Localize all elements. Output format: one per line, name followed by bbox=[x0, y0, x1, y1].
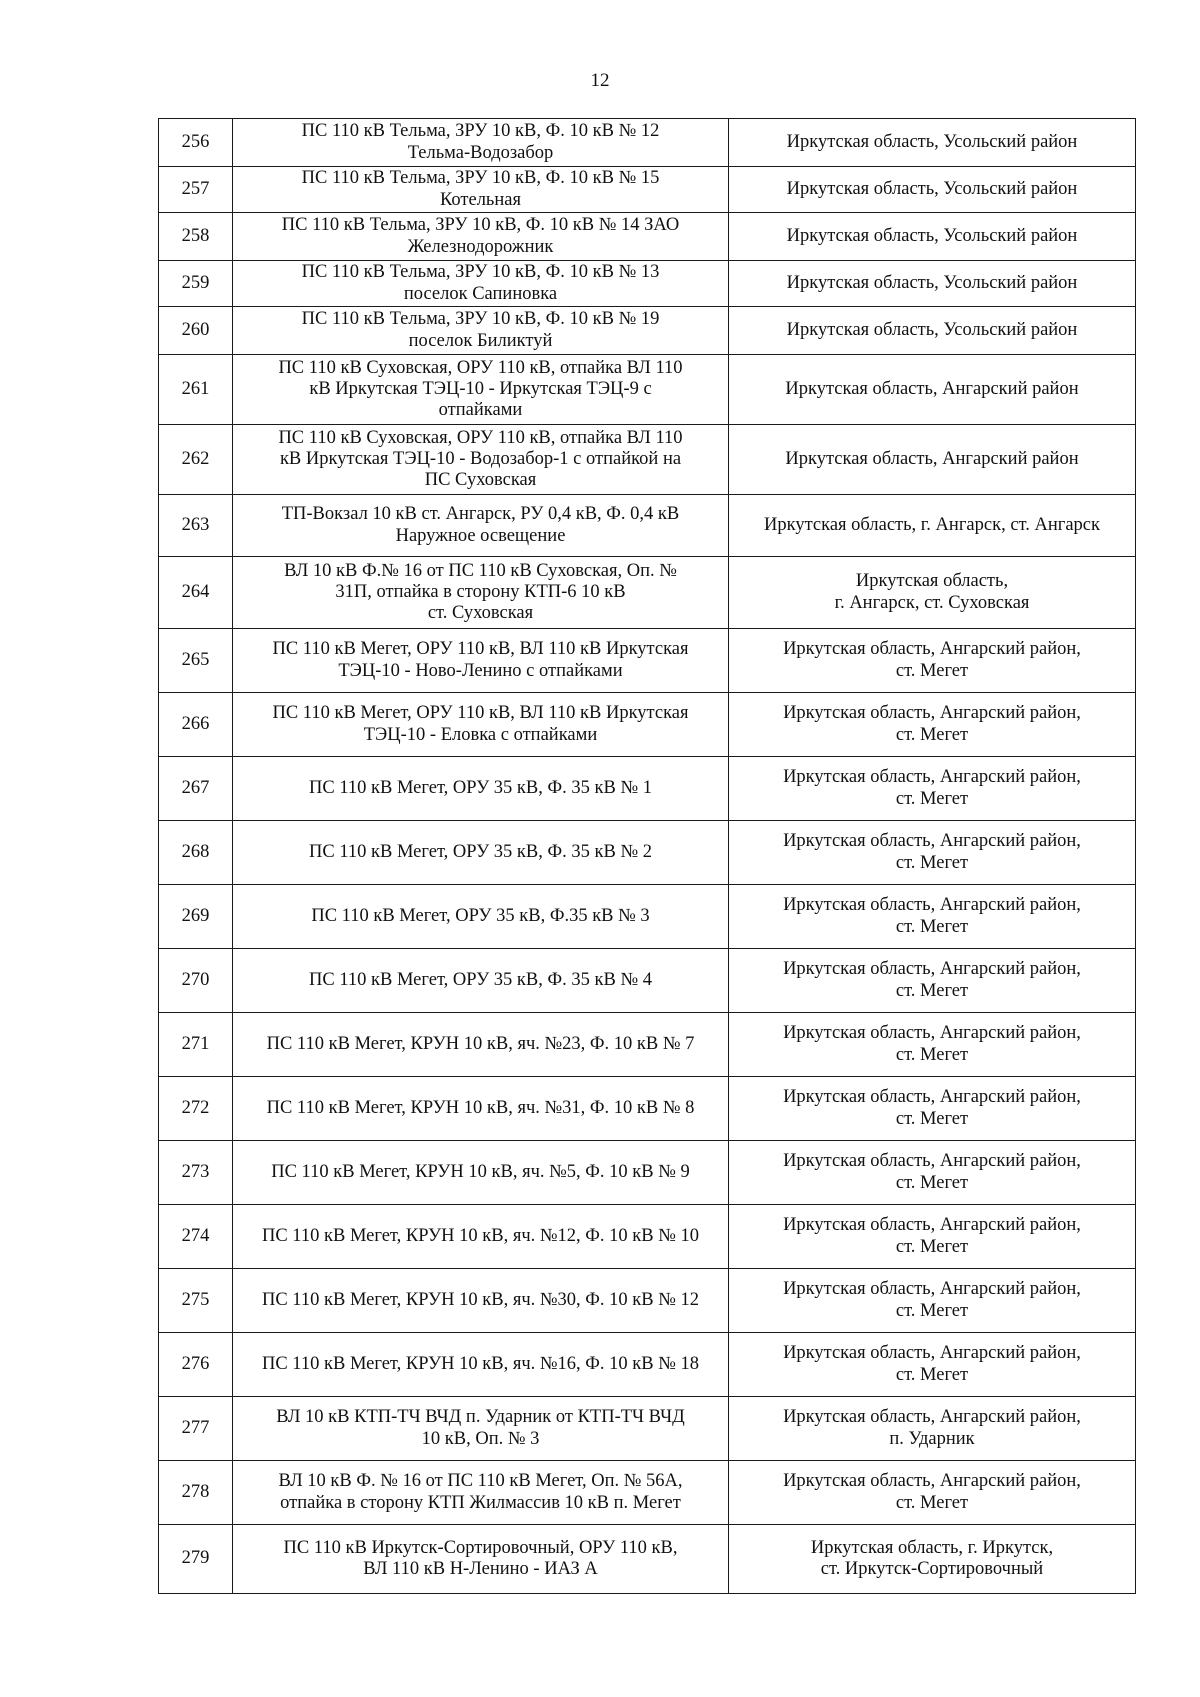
table-row bbox=[159, 1141, 1136, 1205]
object-name-cell bbox=[233, 355, 729, 425]
location-cell bbox=[729, 629, 1136, 693]
row-number-cell bbox=[159, 1269, 233, 1333]
object-name-cell-text: ПС 110 кВ Тельма, ЗРУ 10 кВ, Ф. 10 кВ № 14 ЗАО Железнодорожник bbox=[281, 215, 680, 257]
table-row bbox=[159, 1461, 1136, 1525]
row-number-cell bbox=[159, 821, 233, 885]
object-name-cell-text: ПС 110 кВ Мегет, КРУН 10 кВ, яч. №30, Ф. 10 кВ № 12 bbox=[261, 1289, 700, 1310]
row-number-cell-text: 271 bbox=[181, 1033, 210, 1054]
object-name-cell bbox=[233, 1525, 729, 1594]
location-cell bbox=[729, 693, 1136, 757]
table-row bbox=[159, 757, 1136, 821]
row-number-cell-text: 262 bbox=[181, 448, 210, 469]
location-cell-text: Иркутская область, Усольский район bbox=[786, 319, 1078, 340]
location-cell-text: Иркутская область, Ангарский район, ст. Мегет bbox=[783, 1279, 1081, 1321]
table-row bbox=[159, 213, 1136, 261]
row-number-cell-text: 272 bbox=[181, 1097, 210, 1118]
row-number-cell bbox=[159, 693, 233, 757]
table-body bbox=[159, 119, 1136, 1594]
table-row bbox=[159, 1205, 1136, 1269]
row-number-cell-text: 259 bbox=[181, 272, 210, 293]
object-name-cell-text: ПС 110 кВ Мегет, КРУН 10 кВ, яч. №16, Ф. 10 кВ № 18 bbox=[261, 1353, 700, 1374]
object-name-cell-text: ВЛ 10 кВ КТП-ТЧ ВЧД п. Ударник от КТП-ТЧ ВЧД 10 кВ, Оп. № 3 bbox=[276, 1407, 685, 1449]
row-number-cell-text: 261 bbox=[181, 378, 210, 399]
location-cell-text: Иркутская область, Ангарский район, п. Ударник bbox=[783, 1407, 1081, 1449]
table-row bbox=[159, 693, 1136, 757]
table-row bbox=[159, 1269, 1136, 1333]
table-row bbox=[159, 557, 1136, 629]
object-name-cell bbox=[233, 1461, 729, 1525]
row-number-cell-text: 264 bbox=[181, 581, 210, 602]
location-cell-text: Иркутская область, Ангарский район, ст. Мегет bbox=[783, 1471, 1081, 1513]
object-name-cell-text: ВЛ 10 кВ Ф.№ 16 от ПС 110 кВ Суховская, Оп. № 31П, отпайка в сторону КТП-6 10 кВ ст. Суховская bbox=[284, 560, 677, 624]
table-row bbox=[159, 821, 1136, 885]
location-cell bbox=[729, 495, 1136, 557]
row-number-cell-text: 260 bbox=[181, 319, 210, 340]
object-name-cell-text: ПС 110 кВ Мегет, ОРУ 35 кВ, Ф. 35 кВ № 1 bbox=[309, 777, 652, 798]
row-number-cell bbox=[159, 1205, 233, 1269]
location-cell-text: Иркутская область, Ангарский район, ст. Мегет bbox=[783, 959, 1081, 1001]
location-cell bbox=[729, 307, 1136, 355]
location-cell-text: Иркутская область, Усольский район bbox=[786, 272, 1078, 293]
row-number-cell bbox=[159, 167, 233, 213]
row-number-cell-text: 278 bbox=[181, 1481, 210, 1502]
location-cell bbox=[729, 1397, 1136, 1461]
object-name-cell-text: ПС 110 кВ Тельма, ЗРУ 10 кВ, Ф. 10 кВ № 13 поселок Сапиновка bbox=[301, 262, 660, 304]
location-cell-text: Иркутская область, Ангарский район, ст. Мегет bbox=[783, 1087, 1081, 1129]
location-cell-text: Иркутская область, г. Ангарск, ст. Суховская bbox=[834, 571, 1030, 613]
object-name-cell bbox=[233, 693, 729, 757]
object-name-cell-text: ПС 110 кВ Мегет, ОРУ 110 кВ, ВЛ 110 кВ Иркутская ТЭЦ-10 - Ново-Ленино с отпайками bbox=[272, 639, 689, 681]
object-name-cell bbox=[233, 1013, 729, 1077]
object-name-cell bbox=[233, 167, 729, 213]
row-number-cell-text: 258 bbox=[181, 225, 210, 246]
location-cell bbox=[729, 1141, 1136, 1205]
row-number-cell-text: 257 bbox=[181, 178, 210, 199]
location-cell bbox=[729, 167, 1136, 213]
object-name-cell-text: ПС 110 кВ Мегет, КРУН 10 кВ, яч. №31, Ф. 10 кВ № 8 bbox=[266, 1097, 695, 1118]
location-cell bbox=[729, 821, 1136, 885]
table-row bbox=[159, 355, 1136, 425]
row-number-cell-text: 275 bbox=[181, 1289, 210, 1310]
object-name-cell bbox=[233, 1205, 729, 1269]
location-cell bbox=[729, 119, 1136, 167]
object-name-cell bbox=[233, 885, 729, 949]
row-number-cell bbox=[159, 495, 233, 557]
location-cell bbox=[729, 757, 1136, 821]
table-row bbox=[159, 119, 1136, 167]
location-cell-text: Иркутская область, Ангарский район bbox=[785, 448, 1079, 469]
row-number-cell-text: 267 bbox=[181, 777, 210, 798]
table-row bbox=[159, 1333, 1136, 1397]
object-name-cell-text: ТП-Вокзал 10 кВ ст. Ангарск, РУ 0,4 кВ, Ф. 0,4 кВ Наружное освещение bbox=[281, 504, 680, 546]
row-number-cell bbox=[159, 1077, 233, 1141]
object-name-cell bbox=[233, 213, 729, 261]
location-cell bbox=[729, 261, 1136, 307]
location-cell-text: Иркутская область, Ангарский район, ст. Мегет bbox=[783, 1215, 1081, 1257]
location-cell-text: Иркутская область, Ангарский район, ст. Мегет bbox=[783, 1023, 1081, 1065]
row-number-cell bbox=[159, 213, 233, 261]
row-number-cell bbox=[159, 307, 233, 355]
location-cell-text: Иркутская область, Ангарский район, ст. Мегет bbox=[783, 703, 1081, 745]
table-row bbox=[159, 629, 1136, 693]
row-number-cell bbox=[159, 629, 233, 693]
location-cell bbox=[729, 949, 1136, 1013]
row-number-cell-text: 274 bbox=[181, 1225, 210, 1246]
table-row bbox=[159, 425, 1136, 495]
table-row bbox=[159, 307, 1136, 355]
table-row bbox=[159, 495, 1136, 557]
row-number-cell-text: 265 bbox=[181, 649, 210, 670]
object-name-cell bbox=[233, 629, 729, 693]
row-number-cell bbox=[159, 557, 233, 629]
row-number-cell bbox=[159, 1525, 233, 1594]
location-cell-text: Иркутская область, Усольский район bbox=[786, 178, 1078, 199]
object-name-cell-text: ПС 110 кВ Мегет, КРУН 10 кВ, яч. №23, Ф. 10 кВ № 7 bbox=[266, 1033, 695, 1054]
row-number-cell bbox=[159, 119, 233, 167]
table-row bbox=[159, 1525, 1136, 1594]
object-name-cell bbox=[233, 557, 729, 629]
object-name-cell-text: ПС 110 кВ Суховская, ОРУ 110 кВ, отпайка ВЛ 110 кВ Иркутская ТЭЦ-10 - Водозабор-1 с отпайкой на ПС Суховская bbox=[278, 427, 683, 491]
row-number-cell bbox=[159, 1333, 233, 1397]
row-number-cell bbox=[159, 1461, 233, 1525]
row-number-cell bbox=[159, 1013, 233, 1077]
row-number-cell bbox=[159, 425, 233, 495]
row-number-cell bbox=[159, 885, 233, 949]
object-name-cell bbox=[233, 119, 729, 167]
location-cell bbox=[729, 885, 1136, 949]
object-name-cell bbox=[233, 757, 729, 821]
location-cell-text: Иркутская область, Усольский район bbox=[786, 225, 1078, 246]
objects-table bbox=[158, 118, 1136, 1594]
location-cell bbox=[729, 1461, 1136, 1525]
location-cell-text: Иркутская область, Ангарский район, ст. Мегет bbox=[783, 895, 1081, 937]
location-cell-text: Иркутская область, Усольский район bbox=[786, 131, 1078, 152]
table-row bbox=[159, 949, 1136, 1013]
row-number-cell bbox=[159, 261, 233, 307]
table-row bbox=[159, 885, 1136, 949]
row-number-cell-text: 277 bbox=[181, 1417, 210, 1438]
row-number-cell bbox=[159, 1141, 233, 1205]
row-number-cell-text: 279 bbox=[181, 1548, 210, 1569]
object-name-cell-text: ВЛ 10 кВ Ф. № 16 от ПС 110 кВ Мегет, Оп. № 56А, отпайка в сторону КТП Жилмассив 10 кВ п. Мегет bbox=[278, 1471, 683, 1513]
table-row bbox=[159, 261, 1136, 307]
location-cell bbox=[729, 213, 1136, 261]
location-cell bbox=[729, 1205, 1136, 1269]
row-number-cell-text: 266 bbox=[181, 713, 210, 734]
row-number-cell-text: 273 bbox=[181, 1161, 210, 1182]
location-cell bbox=[729, 1077, 1136, 1141]
location-cell-text: Иркутская область, г. Иркутск, ст. Иркутск-Сортировочный bbox=[810, 1537, 1054, 1579]
location-cell bbox=[729, 1269, 1136, 1333]
table-row bbox=[159, 1013, 1136, 1077]
location-cell-text: Иркутская область, г. Ангарск, ст. Ангарск bbox=[764, 514, 1100, 535]
object-name-cell-text: ПС 110 кВ Иркутск-Сортировочный, ОРУ 110 кВ, ВЛ 110 кВ Н-Ленино - ИАЗ А bbox=[283, 1537, 678, 1579]
location-cell bbox=[729, 1013, 1136, 1077]
object-name-cell bbox=[233, 1333, 729, 1397]
row-number-cell-text: 256 bbox=[181, 131, 210, 152]
table-row bbox=[159, 1397, 1136, 1461]
object-name-cell-text: ПС 110 кВ Тельма, ЗРУ 10 кВ, Ф. 10 кВ № 15 Котельная bbox=[301, 168, 660, 210]
location-cell-text: Иркутская область, Ангарский район, ст. Мегет bbox=[783, 1151, 1081, 1193]
row-number-cell bbox=[159, 1397, 233, 1461]
object-name-cell bbox=[233, 821, 729, 885]
object-name-cell bbox=[233, 1269, 729, 1333]
location-cell-text: Иркутская область, Ангарский район, ст. Мегет bbox=[783, 831, 1081, 873]
page-number: 12 bbox=[590, 70, 610, 91]
location-cell-text: Иркутская область, Ангарский район, ст. Мегет bbox=[783, 639, 1081, 681]
row-number-cell-text: 268 bbox=[181, 841, 210, 862]
location-cell bbox=[729, 557, 1136, 629]
object-name-cell-text: ПС 110 кВ Мегет, ОРУ 35 кВ, Ф.35 кВ № 3 bbox=[311, 905, 650, 926]
object-name-cell-text: ПС 110 кВ Мегет, ОРУ 35 кВ, Ф. 35 кВ № 4 bbox=[309, 969, 652, 990]
object-name-cell bbox=[233, 261, 729, 307]
object-name-cell-text: ПС 110 кВ Тельма, ЗРУ 10 кВ, Ф. 10 кВ № 19 поселок Биликтуй bbox=[301, 309, 660, 351]
row-number-cell-text: 269 bbox=[181, 905, 210, 926]
row-number-cell bbox=[159, 757, 233, 821]
object-name-cell bbox=[233, 495, 729, 557]
table-row bbox=[159, 167, 1136, 213]
row-number-cell-text: 270 bbox=[181, 969, 210, 990]
object-name-cell-text: ПС 110 кВ Мегет, ОРУ 35 кВ, Ф. 35 кВ № 2 bbox=[309, 841, 652, 862]
location-cell-text: Иркутская область, Ангарский район, ст. Мегет bbox=[783, 767, 1081, 809]
table-row bbox=[159, 1077, 1136, 1141]
location-cell-text: Иркутская область, Ангарский район bbox=[785, 378, 1079, 399]
object-name-cell-text: ПС 110 кВ Мегет, КРУН 10 кВ, яч. №12, Ф. 10 кВ № 10 bbox=[261, 1225, 700, 1246]
object-name-cell-text: ПС 110 кВ Мегет, КРУН 10 кВ, яч. №5, Ф. 10 кВ № 9 bbox=[271, 1161, 690, 1182]
location-cell bbox=[729, 355, 1136, 425]
object-name-cell bbox=[233, 1077, 729, 1141]
object-name-cell bbox=[233, 949, 729, 1013]
object-name-cell bbox=[233, 425, 729, 495]
object-name-cell-text: ПС 110 кВ Суховская, ОРУ 110 кВ, отпайка ВЛ 110 кВ Иркутская ТЭЦ-10 - Иркутская ТЭЦ-9 с отпайками bbox=[278, 357, 683, 421]
location-cell bbox=[729, 1333, 1136, 1397]
object-name-cell bbox=[233, 307, 729, 355]
row-number-cell bbox=[159, 355, 233, 425]
location-cell bbox=[729, 1525, 1136, 1594]
row-number-cell bbox=[159, 949, 233, 1013]
row-number-cell-text: 276 bbox=[181, 1353, 210, 1374]
location-cell-text: Иркутская область, Ангарский район, ст. Мегет bbox=[783, 1343, 1081, 1385]
row-number-cell-text: 263 bbox=[181, 514, 210, 535]
object-name-cell-text: ПС 110 кВ Мегет, ОРУ 110 кВ, ВЛ 110 кВ Иркутская ТЭЦ-10 - Еловка с отпайками bbox=[272, 703, 689, 745]
object-name-cell bbox=[233, 1397, 729, 1461]
object-name-cell bbox=[233, 1141, 729, 1205]
location-cell bbox=[729, 425, 1136, 495]
object-name-cell-text: ПС 110 кВ Тельма, ЗРУ 10 кВ, Ф. 10 кВ № 12 Тельма-Водозабор bbox=[301, 121, 660, 163]
